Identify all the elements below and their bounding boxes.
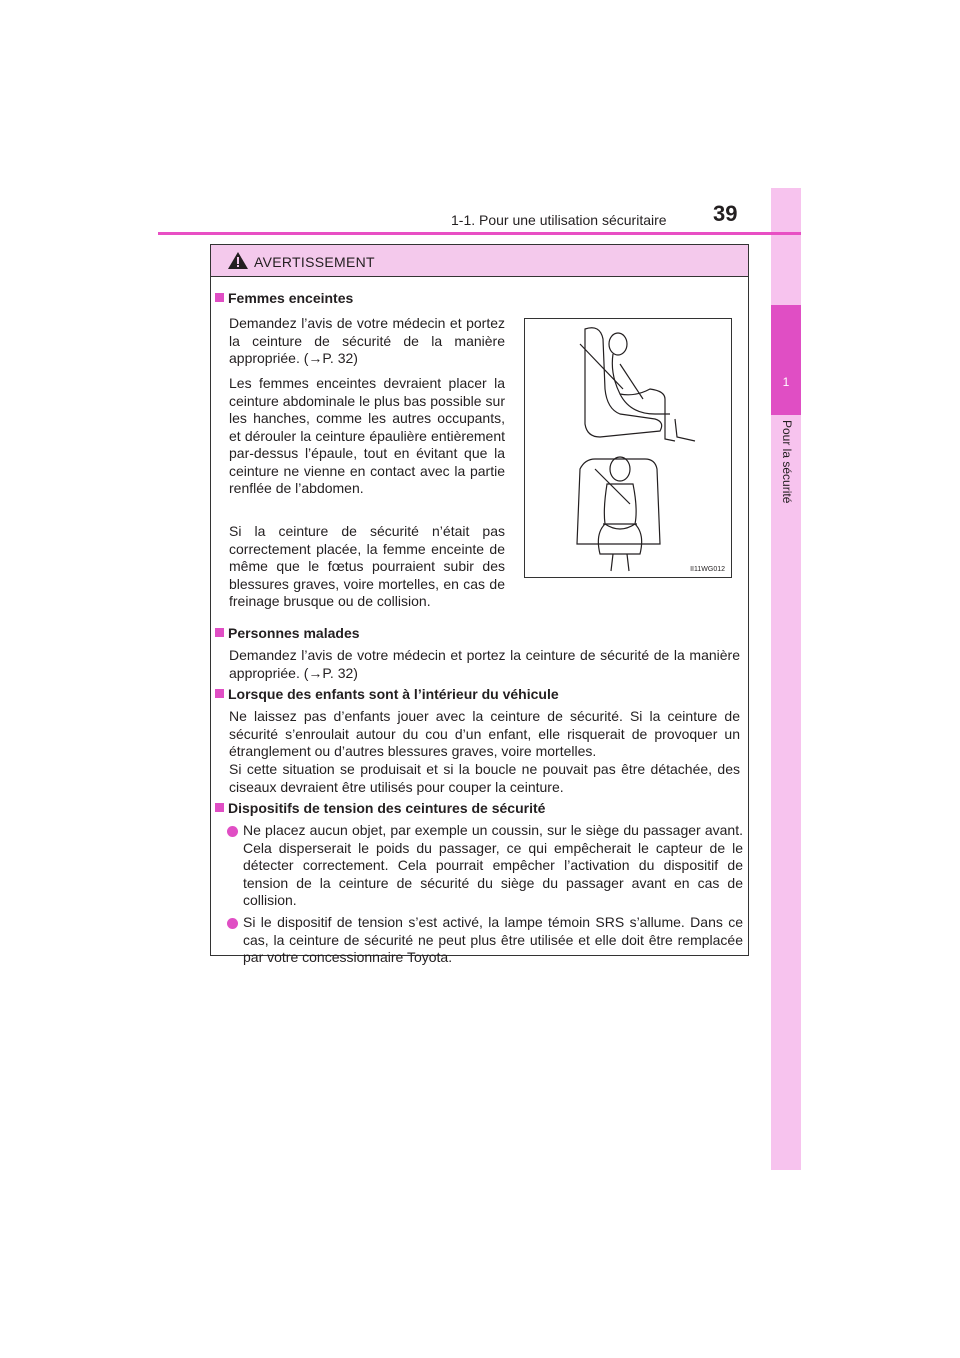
chapter-number: 1 xyxy=(782,375,790,389)
paragraph: Les femmes enceintes devraient placer la ceinture abdominale le plus bas possible sur les hanches, comme les autres occupants, et dérouler la ceinture épaulière entièrement par-dessus l’épaule, tout en évitant que la ceinture ne vienne en contact avec la partie renflée de l’abdomen. xyxy=(229,375,505,496)
warning-triangle-icon xyxy=(228,252,248,269)
paragraph: Ne laissez pas d’enfants jouer avec la ceinture de sécurité. Si la ceinture de sécurité s’enroulait autour du cou d’un enfant, elle risquerait de provoquer un étranglement ou d’autres blessures graves, voire mortelles. xyxy=(229,708,740,759)
round-bullet-icon xyxy=(227,826,238,837)
heading-personnes-malades: Personnes malades xyxy=(215,625,360,643)
paragraph: Demandez l’avis de votre médecin et portez la ceinture de sécurité de la manière appropriée. (→P. 32) xyxy=(229,315,505,366)
section-title: 1-1. Pour une utilisation sécuritaire xyxy=(451,212,667,228)
header-rule xyxy=(158,232,801,235)
paragraph: Si la ceinture de sécurité n’était pas correctement placée, la femme enceinte de même que le fœtus pourraient subir des blessures graves, voire mortelles, en cas de freinage brusque ou de collision. xyxy=(229,523,505,609)
paragraph: Demandez l’avis de votre médecin et portez la ceinture de sécurité de la manière appropriée. (→P. 32) xyxy=(229,647,740,681)
heading-dispositifs-tension: Dispositifs de tension des ceintures de sécurité xyxy=(215,800,545,818)
page-number: 39 xyxy=(713,201,738,226)
chapter-tab-marker xyxy=(771,305,801,415)
figure-code: II11WG012 xyxy=(690,566,725,573)
chapter-label: Pour la sécurité xyxy=(780,420,794,504)
pregnant-seatbelt-illustration xyxy=(524,318,732,578)
heading-enfants: Lorsque des enfants sont à l’intérieur du véhicule xyxy=(215,686,559,704)
square-bullet-icon xyxy=(215,293,224,302)
square-bullet-icon xyxy=(215,689,224,698)
square-bullet-icon xyxy=(215,803,224,812)
paragraph: Si cette situation se produisait et si la boucle ne pouvait pas être détachée, des ciseaux devraient être utilisés pour couper la ceinture. xyxy=(229,761,740,795)
round-bullet-icon xyxy=(227,918,238,929)
square-bullet-icon xyxy=(215,628,224,637)
bullet-paragraph: Si le dispositif de tension s’est activé, la lampe témoin SRS s’allume. Dans ce cas, la ceinture de sécurité ne peut plus être utilisée et elle doit être remplacée par votre concessionnaire Toyota. xyxy=(243,914,743,965)
warning-header xyxy=(211,245,748,277)
heading-femmes-enceintes: Femmes enceintes xyxy=(215,290,353,308)
bullet-paragraph: Ne placez aucun objet, par exemple un coussin, sur le siège du passager avant. Cela disperserait le poids du passager, ce qui empêcherait le capteur de le détecter correctement. Cela pourrait empêcher l’activation du dispositif de tension de la ceinture de sécurité du siège du passager avant en cas de collision. xyxy=(243,822,743,908)
seatbelt-illustration-icon xyxy=(525,319,731,577)
warning-title: AVERTISSEMENT xyxy=(254,254,375,270)
